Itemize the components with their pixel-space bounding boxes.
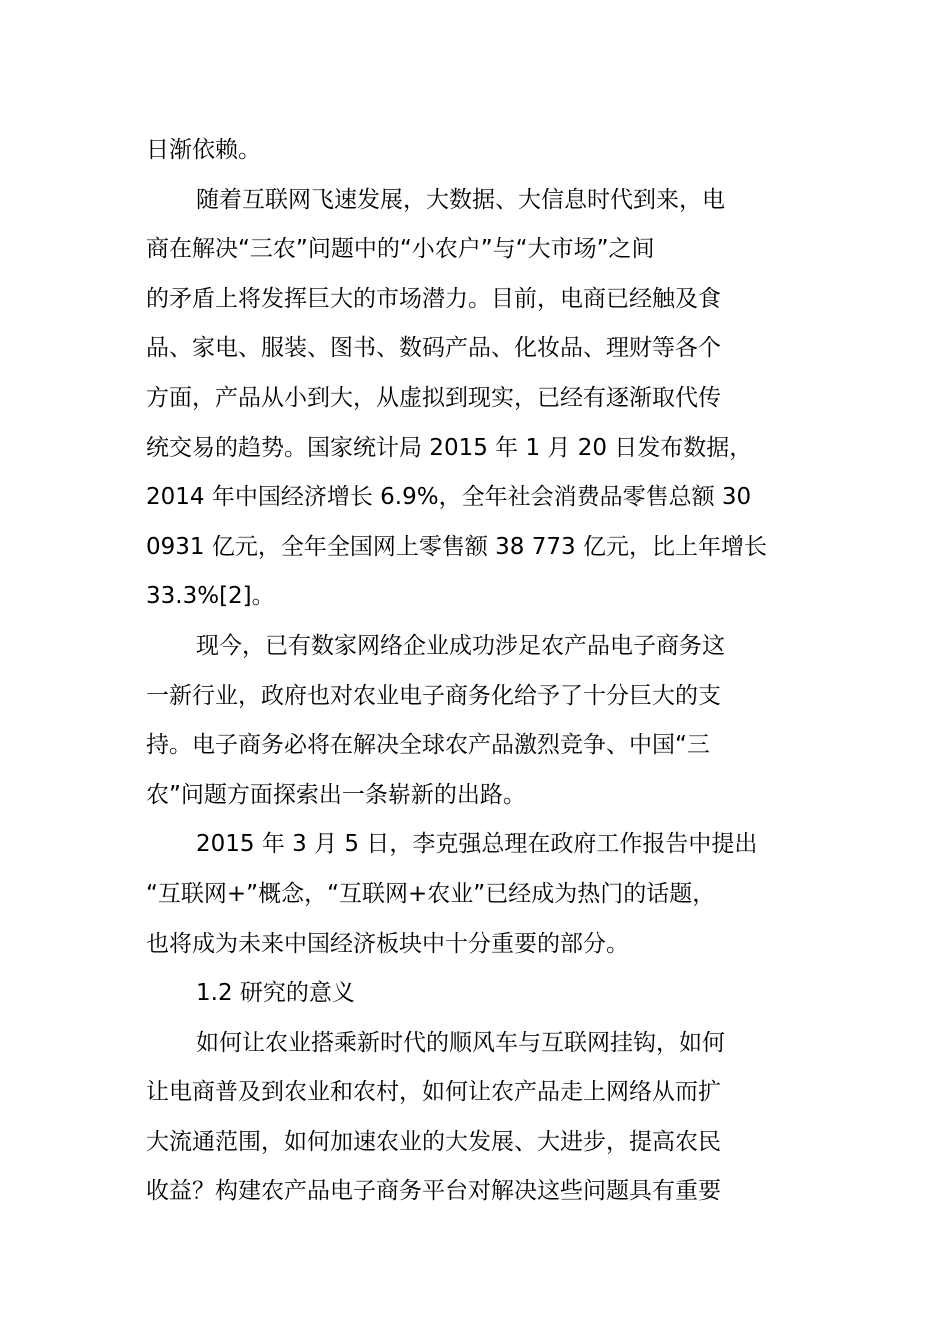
text-line: 2014 年中国经济增长 6.9%，全年社会消费品零售总额 30 [146,484,752,511]
text-line: 商在解决“三农”问题中的“小农户”与“大市场”之间 [146,236,655,263]
text-line: 日渐依赖。 [146,137,261,163]
paragraph-start-line: 2015 年 3 月 5 日，李克强总理在政府工作报告中提出 [196,831,758,858]
text-line: 持。电子商务必将在解决全球农产品激烈竞争、中国“三 [146,732,710,759]
text-line: 也将成为未来中国经济板块中十分重要的部分。 [146,930,629,957]
paragraph-start-line: 随着互联网飞速发展，大数据、大信息时代到来，电 [196,186,725,213]
text-line: 统交易的趋势。国家统计局 2015 年 1 月 20 日发布数据， [146,434,753,461]
text-line: 33.3%[2]。 [146,583,275,610]
text-line: 收益？构建农产品电子商务平台对解决这些问题具有重要 [146,1178,721,1205]
text-line: 品、家电、服装、图书、数码产品、化妆品、理财等各个 [146,335,721,362]
body-text [146,126,806,1217]
text-line: 一新行业，政府也对农业电子商务化给予了十分巨大的支 [146,682,721,709]
text-line: 的矛盾上将发挥巨大的市场潜力。目前，电商已经触及食 [146,285,721,312]
paragraph-start-line: 如何让农业搭乘新时代的顺风车与互联网挂钩，如何 [196,1029,725,1056]
section-heading: 1.2 研究的意义 [196,980,355,1007]
text-line: 大流通范围，如何加速农业的大发展、大进步，提高农民 [146,1128,721,1155]
text-line: 0931 亿元，全年全国网上零售额 38 773 亿元，比上年增长 [146,533,767,560]
text-line: 让电商普及到农业和农村，如何让农产品走上网络从而扩 [146,1079,721,1106]
text-line: “互联网+”概念，“互联网+农业”已经成为热门的话题， [146,880,716,907]
text-line: 农”问题方面探索出一条崭新的出路。 [146,781,526,808]
text-line: 方面，产品从小到大，从虚拟到现实，已经有逐渐取代传 [146,384,721,411]
paragraph-start-line: 现今，已有数家网络企业成功涉足农产品电子商务这 [196,632,725,659]
